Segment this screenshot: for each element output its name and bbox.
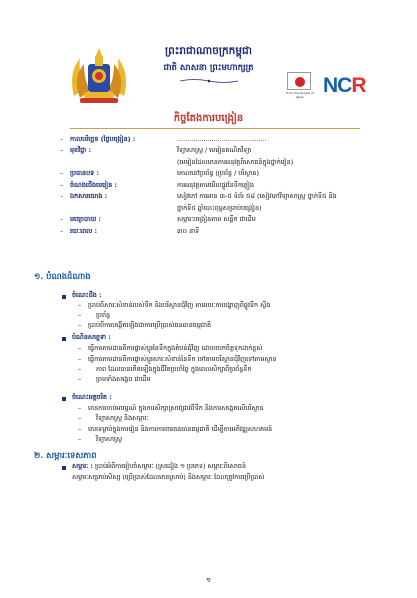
meta-row: [60, 135, 380, 144]
meta-label: – កាលបរិច្ឆេទ (ថ្ងៃបង្រៀន) :: [60, 135, 177, 144]
meta-label: – រយៈពេល :: [60, 227, 177, 236]
section-heading-materials: ២. សម្ភារៈទេសភាព: [34, 450, 97, 460]
subheading-knowledge: ចំណេះដឹង :: [72, 291, 102, 299]
meta-label: – ចំណងជើងមេរៀន :: [60, 181, 177, 190]
subheading-skills: បំណិនសម្បទា :: [72, 333, 111, 341]
document-header: [0, 0, 417, 130]
meta-value: សៀវភៅ ការអាន ៣-៥ ទំព័រ ៥៨ (សៀវភៅវិទ្យាសាស្ត្រ ថ្នាក់ទី៥ និង: [177, 192, 337, 201]
partner-caption: From the People of Japan: [285, 91, 315, 99]
materials-paragraph: [72, 462, 382, 471]
meta-row: [60, 227, 380, 236]
list-item: – មានការចាប់អារម្មណ៍ ក្នុងការសិក្សាស្រាវជ្រាវពីទឹក និងការសង្កេតលើបរិស្ថាន: [78, 404, 378, 413]
section-heading-objectives: ១. បំណងដំណាង: [34, 271, 91, 281]
meta-label: – មុខវិជ្ជា :: [60, 146, 177, 155]
list-item-continuation: – ភាព ដែលបានកើតឡើងក្នុងជីវិតប្រចាំថ្ងៃ ក្នុងពេលសិក្សាពីប្រព័ន្ធទឹក: [78, 365, 378, 374]
meta-row: [60, 192, 380, 201]
meta-value: វិទ្យាសាស្ត្រ / មេរៀនគណិតវិទ្យា: [177, 146, 252, 155]
meta-row: [60, 146, 380, 155]
list-item-continuation: – វិទ្យាសាស្ត្រ: [78, 435, 378, 444]
meta-value: (មេរៀនដែលមានការអនុវត្តពិសោធន៍ក្នុងថ្នាក់រៀន): [177, 157, 294, 166]
title-divider: [70, 128, 360, 129]
ncr-logo: [323, 71, 366, 101]
meta-row: [60, 158, 380, 167]
ncr-logo-accent: R: [351, 74, 366, 97]
list-item: – ប្រាប់ពីការបង្កើតឡើងជាការប្រើប្រាស់ធនធានធម្មជាតិ: [78, 321, 378, 330]
list-item: – ប្រាប់ពីសារៈសំខាន់របស់ទឹក និងបរិស្ថានជុំវិញ តាមរយៈការបង្ហាញពីផ្លូវទឹក ស្ទឹង: [78, 301, 378, 310]
meta-value: គោលនៅប្រព័ន្ធ (ប្រព័ន្ធ / បរិស្ថាន): [177, 169, 259, 178]
meta-value: ............................................: [177, 135, 267, 143]
document-title: កិច្ចតែងការបង្រៀន: [173, 113, 244, 124]
subheading-attitude: ចំណេះអត្តចរិត :: [72, 393, 112, 401]
meta-value: ៣០ នាទី: [177, 226, 200, 235]
meta-row: [60, 215, 380, 224]
meta-row: [60, 169, 380, 178]
list-item-continuation: – ព្រមទាំងសង្ខេប ជាដើម: [78, 375, 378, 384]
list-item: – មានទម្លាប់ក្នុងការរៀន និងការការពារធនធានធម្មជាតិ ដើម្បីការអភិវឌ្ឍសហគមន៍: [78, 425, 378, 434]
japan-flag-icon: [287, 72, 311, 90]
meta-value: សម្ភារៈបង្រៀនតាម សន្លឹក ជាដើម: [177, 215, 256, 224]
square-bullet-icon: [62, 337, 66, 341]
list-item-continuation: – ប្រព័ន្ធ: [78, 311, 378, 320]
materials-text-line2: សម្ភារៈសម្រាប់សិស្ស (ប្រើប្រាស់ដែលមានស្រាប់) និងសម្ភារៈ ដែលត្រូវការប្រើប្រាស់: [72, 473, 265, 481]
square-bullet-icon: [62, 466, 66, 470]
page-number: ១: [206, 576, 211, 584]
national-motto: ជាតិ សាសនា ព្រះមហាក្សត្រ: [163, 63, 254, 73]
meta-label: – ប្រធានបទ :: [60, 169, 177, 178]
meta-label: – ឯកសារយោង :: [60, 192, 177, 201]
list-item: – ធ្វើការតាមដានពីការផ្លាស់ប្ដូរសារៈសំខាន់នៃទឹក ទៅតាមបរិស្ថានជុំវិញទៅតាមស្ថាន: [78, 355, 378, 364]
lesson-meta: [60, 135, 380, 238]
meta-label: – មធ្យោបាយ :: [60, 215, 177, 224]
kingdom-heading: ព្រះរាជាណាចក្រកម្ពុជា: [164, 45, 252, 57]
list-item-continuation: – វិទ្យាសាស្ត្រ និងសម្ភារៈ: [78, 414, 378, 423]
meta-row: [60, 204, 380, 213]
ncr-logo-text: NC: [323, 74, 352, 97]
materials-text-line1: ប្រាប់អំពីការរៀបចំសម្ភារៈ (ស្រដៀង ១ ប្រភេទ) សម្ភារៈពិសោធន៍: [94, 462, 247, 470]
materials-lead: សម្ភារៈ :: [72, 462, 93, 470]
square-bullet-icon: [62, 397, 66, 401]
square-bullet-icon: [62, 295, 66, 299]
meta-row: [60, 181, 380, 190]
ornament-divider-icon: [178, 78, 240, 84]
meta-value: ថ្នាក់ទី៥ ឆ្នាំបោះពុម្ពសម្រាប់បង្រៀន): [177, 203, 262, 212]
list-item: – ធ្វើការតាមដានពីការផ្លាស់ប្ដូរនៃទឹកក្នុងតំបន់ជុំវិញ ដោយយកចិត្តទុកដាក់ខ្ពស់: [78, 344, 378, 353]
meta-value: ការអនុវត្តតាមមើលផ្លូវនៃទឹកភ្លៀង: [177, 180, 254, 189]
